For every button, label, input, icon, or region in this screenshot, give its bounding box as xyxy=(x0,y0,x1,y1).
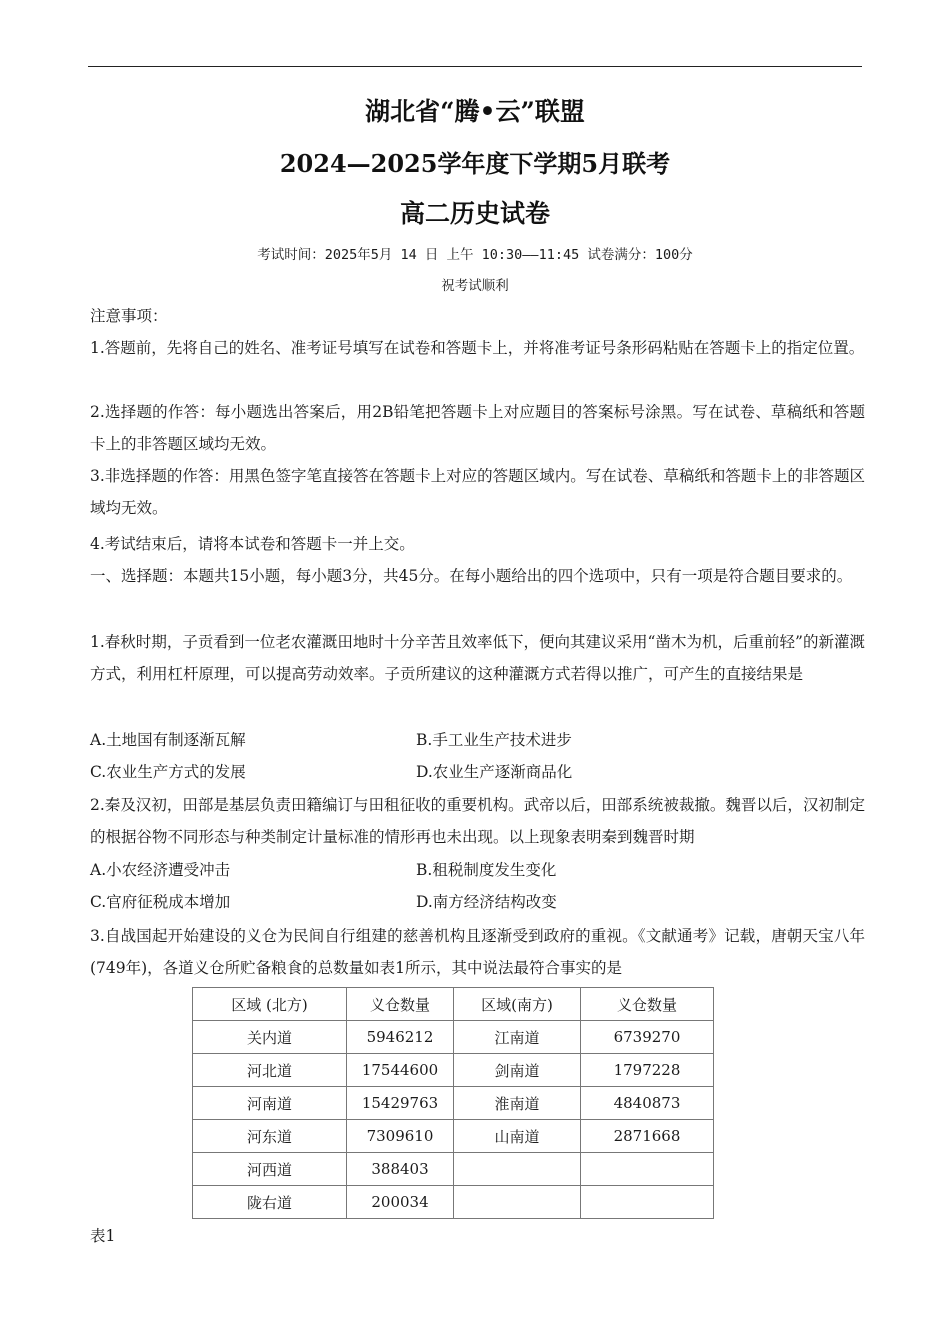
alliance-title: 湖北省“腾•云”联盟 xyxy=(365,97,585,126)
question-3-stem: 3.自战国起开始建设的义仓为民间自行组建的慈善机构且逐渐受到政府的重视。《文献通考》记载，唐朝天宝八年(749年)，各道义仓所贮备粮食的总数量如表1所示，其中说法最符合事实的是 xyxy=(90,927,865,977)
question-1-option-c: C.农业生产方式的发展 xyxy=(90,763,246,781)
table-cell: 江南道 xyxy=(454,1021,581,1054)
table-cell: 2871668 xyxy=(581,1120,714,1153)
question-2-option-d: D.南方经济结构改变 xyxy=(416,893,557,911)
table-cell: 陇右道 xyxy=(193,1186,347,1219)
table-cell: 河北道 xyxy=(193,1054,347,1087)
table-row xyxy=(193,1186,714,1219)
question-1-option-a: A.土地国有制逐渐瓦解 xyxy=(90,731,246,749)
note-item-4: 4.考试结束后，请将本试卷和答题卡一并上交。 xyxy=(90,535,415,553)
table-caption: 表1 xyxy=(90,1227,116,1245)
table-cell xyxy=(581,1186,714,1219)
table-cell: 河南道 xyxy=(193,1087,347,1120)
table-cell: 河东道 xyxy=(193,1120,347,1153)
table-row xyxy=(193,1087,714,1120)
table-header-cell: 区域(南方) xyxy=(454,988,581,1021)
table-row xyxy=(193,1054,714,1087)
exam-info: 考试时间：2025年5月 14 日 上午 10:30——11:45 试卷满分：100分 xyxy=(257,247,693,263)
paper-title: 高二历史试卷 xyxy=(399,199,550,228)
note-item-2: 2.选择题的作答：每小题选出答案后，用2B铅笔把答题卡上对应题目的答案标号涂黑。写在试卷、草稿纸和答题卡上的非答题区域均无效。 xyxy=(90,403,865,453)
note-item-3: 3.非选择题的作答：用黑色签字笔直接答在答题卡上对应的答题区域内。写在试卷、草稿纸和答题卡上的非答题区域均无效。 xyxy=(90,467,865,517)
table-cell: 15429763 xyxy=(347,1087,454,1120)
table-cell: 淮南道 xyxy=(454,1087,581,1120)
table-header-cell: 区域 (北方) xyxy=(193,988,347,1021)
question-2-option-b: B.租税制度发生变化 xyxy=(416,861,557,879)
question-2-option-a: A.小农经济遭受冲击 xyxy=(90,861,231,879)
table-cell xyxy=(581,1153,714,1186)
table-header-cell: 义仓数量 xyxy=(347,988,454,1021)
table-row xyxy=(193,1120,714,1153)
question-1-option-b: B.手工业生产技术进步 xyxy=(416,731,572,749)
table-cell: 关内道 xyxy=(193,1021,347,1054)
table-cell: 4840873 xyxy=(581,1087,714,1120)
table-cell: 200034 xyxy=(347,1186,454,1219)
table-header-row xyxy=(193,988,714,1021)
table-cell: 6739270 xyxy=(581,1021,714,1054)
table-cell: 17544600 xyxy=(347,1054,454,1087)
table-cell xyxy=(454,1153,581,1186)
table-header-cell: 义仓数量 xyxy=(581,988,714,1021)
question-1-option-d: D.农业生产逐渐商品化 xyxy=(416,763,573,781)
table-cell: 1797228 xyxy=(581,1054,714,1087)
question-1-stem: 1.春秋时期，子贡看到一位老农灌溉田地时十分辛苦且效率低下，便向其建议采用“凿木为机，后重前轻”的新灌溉方式，利用杠杆原理，可以提高劳动效率。子贡所建议的这种灌溉方式若得以推广，可产生的直接结果是 xyxy=(90,633,865,683)
table-row xyxy=(193,1021,714,1054)
table-row xyxy=(193,1153,714,1186)
table-cell: 388403 xyxy=(347,1153,454,1186)
table-cell: 5946212 xyxy=(347,1021,454,1054)
table-cell: 剑南道 xyxy=(454,1054,581,1087)
table-cell xyxy=(454,1186,581,1219)
exam-wish: 祝考试顺利 xyxy=(441,278,509,294)
table-cell: 7309610 xyxy=(347,1120,454,1153)
top-rule xyxy=(88,66,862,67)
question-2-option-c: C.官府征税成本增加 xyxy=(90,893,231,911)
notes-title: 注意事项： xyxy=(90,307,168,325)
table-cell: 河西道 xyxy=(193,1153,347,1186)
question-2-stem: 2.秦及汉初，田部是基层负责田籍编订与田租征收的重要机构。武帝以后，田部系统被裁撤。魏晋以后，汉初制定的根据谷物不同形态与种类制定计量标准的情形再也未出现。以上现象表明秦到魏晋时期 xyxy=(90,796,865,846)
grain-storage-table xyxy=(192,987,714,1219)
section-heading: 一、选择题：本题共15小题，每小题3分，共45分。在每小题给出的四个选项中，只有一项是符合题目要求的。 xyxy=(90,567,853,585)
note-item-1: 1.答题前，先将自己的姓名、准考证号填写在试卷和答题卡上，并将准考证号条形码粘贴在答题卡上的指定位置。 xyxy=(90,339,865,357)
exam-session-title: 2024—2025学年度下学期5月联考 xyxy=(279,149,671,178)
table-cell: 山南道 xyxy=(454,1120,581,1153)
